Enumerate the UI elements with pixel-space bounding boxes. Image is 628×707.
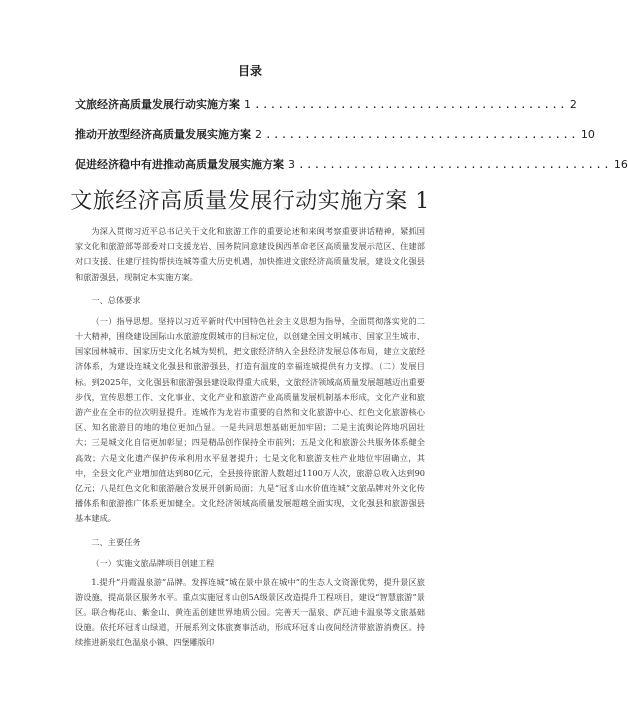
document-body bbox=[75, 224, 425, 651]
toc-entry-1[interactable] bbox=[75, 96, 577, 126]
toc-entry-page: 2 bbox=[569, 98, 577, 111]
toc-leader-dots: ........................................ bbox=[298, 158, 611, 171]
guiding-ideology-paragraph: （一）指导思想。坚持以习近平新时代中国特色社会主义思想为指导，全面贯彻落实党的二十大精神，围绕建设国际山水旅游度假城市的目标定位，以创建全国文明城市、国家卫生城市、国家园林城市、国家历史文化名城为契机，把文旅经济纳入全县经济发展总体布局，建立文旅经济体系，为建设连城文化强县和旅游强县，打造有温度的幸福连城提供有力支撑。（二）发展目标。到2025年，文化强县和旅游强县建设取得重大成果，文旅经济领域高质量发展超越迈出重要步伐，宣传思想工作、文化事业、文化产业和旅游产业高质量发展机制基本形成，文化产业和旅游产业在全市的位次明显提升。连城作为龙岩市重要的自然和文化旅游中心、红色文化旅游核心区、知名旅游目的地的地位更加凸显。一是共同思想基础更加牢固；二是主流舆论阵地巩固壮大；三是城文化自信更加彰显；四是精品创作保持全市前列；五是文化和旅游公共服务体系健全高效；六是文化遗产保护传承利用水平显著提升；七是文化和旅游支柱产业地位牢固确立，其中，全县文化产业增加值达到80亿元，全县接待旅游人数超过1100万人次，旅游总收入达到90亿元；八是红色文化和旅游融合发展开创新局面；九是“冠豸山水价值连城”文旅品牌对外文化传播体系和旅游推广体系更加健全。文化经济领域高质量发展超越全面实现，文化强县和旅游强县基本建成。 bbox=[75, 315, 425, 524]
toc-entry-index: 3 bbox=[288, 158, 295, 171]
toc-leader-dots: ........................................ bbox=[265, 128, 578, 141]
toc-entry-2[interactable] bbox=[75, 126, 595, 156]
toc-entry-3[interactable] bbox=[75, 156, 628, 186]
toc-entry-index: 2 bbox=[255, 128, 262, 141]
subsection-heading-brand-projects: （一）实施文旅品牌项目创建工程 bbox=[91, 557, 215, 568]
toc-entry-index: 1 bbox=[244, 98, 251, 111]
brand-project-paragraph: 1.提升“丹霞温泉游”品牌。发挥连城“城在景中景在城中”的生态人文资源优势，提升景区旅游设施，提高景区服务水平。重点实施冠豸山创5A级景区改造提升工程项目，建设“智慧旅游”景区。联合梅花山、紫金山、黄连盂创建世界地质公园。完善天一温泉、萨瓦迪卡温泉等文旅基础设施。依托环冠豸山绿道，开展系列文体旅赛事活动，形成环冠豸山夜间经济带旅游消费区。持续推进新泉红色温泉小镇、四堡雕版印 bbox=[75, 576, 425, 648]
toc-entry-title: 推动开放型经济高质量发展实施方案 bbox=[75, 128, 251, 141]
intro-paragraph: 为深入贯彻习近平总书记关于文化和旅游工作的重要论述和来闽考察重要讲话精神，紧抓国家文化和旅游部等部委对口支援龙岩、国务院同意建设闽西革命老区高质量发展示范区、住建部对口支援、住建厅挂钩帮扶连城等重大历史机遇，加快推进文旅经济高质量发展，建设文化强县和旅游强县，现制定本实施方案。 bbox=[75, 226, 425, 282]
document-title: 文旅经济高质量发展行动实施方案 1 bbox=[70, 189, 430, 214]
section-heading-main-tasks: 二、主要任务 bbox=[91, 536, 141, 547]
table-of-contents bbox=[75, 96, 628, 186]
toc-entry-title: 促进经济稳中有进推动高质量发展实施方案 bbox=[75, 158, 284, 171]
toc-heading: 目录 bbox=[237, 64, 262, 78]
toc-leader-dots: ........................................ bbox=[254, 98, 567, 111]
toc-entry-page: 10 bbox=[580, 128, 595, 141]
toc-entry-page: 16 bbox=[613, 158, 628, 171]
section-heading-general-requirements: 一、总体要求 bbox=[91, 294, 141, 305]
toc-entry-title: 文旅经济高质量发展行动实施方案 bbox=[75, 98, 240, 111]
